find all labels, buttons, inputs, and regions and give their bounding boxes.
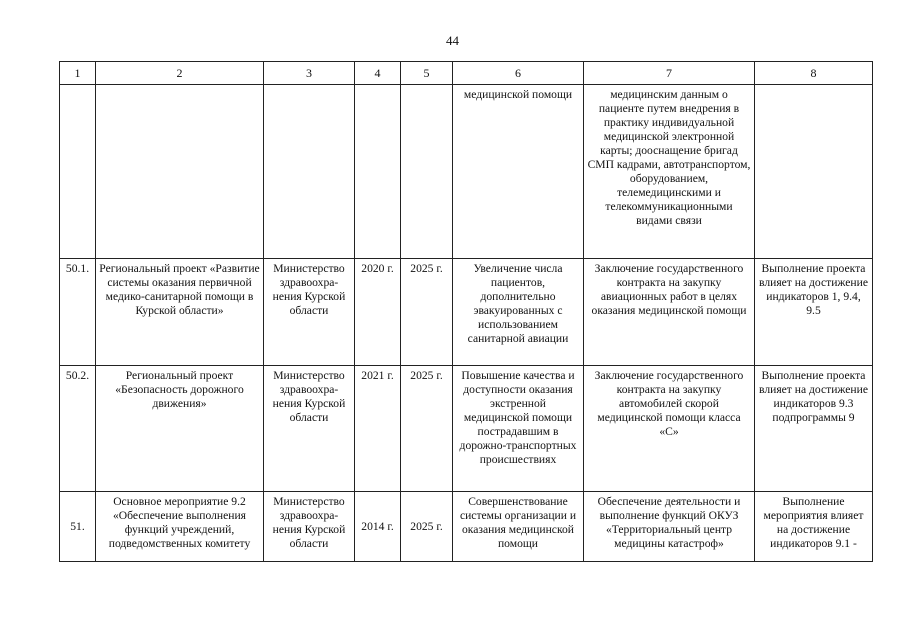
executor: Министерство здравоохра-нения Курской области bbox=[264, 259, 355, 366]
project-name: Региональный проект «Безопасность дорожного движения» bbox=[96, 366, 264, 492]
indicator-link: Выполнение проекта влияет на достижение индикаторов 9.3 подпрограммы 9 bbox=[755, 366, 873, 492]
end-year: 2025 г. bbox=[401, 492, 453, 562]
indicator-link: Выполнение проекта влияет на достижение индикаторов 1, 9.4, 9.5 bbox=[755, 259, 873, 366]
header-cell: 7 bbox=[584, 62, 755, 85]
table-row-continuation bbox=[60, 85, 873, 259]
row-number: 50.2. bbox=[60, 366, 96, 492]
result-cell: медицинской помощи bbox=[453, 85, 584, 259]
header-cell: 4 bbox=[355, 62, 401, 85]
table-cell bbox=[60, 85, 96, 259]
program-table bbox=[59, 61, 873, 562]
start-year: 2014 г. bbox=[355, 492, 401, 562]
start-year: 2020 г. bbox=[355, 259, 401, 366]
executor: Министерство здравоохра-нения Курской области bbox=[264, 492, 355, 562]
project-name: Региональный проект «Развитие системы оказания первичной медико-санитарной помощи в Курской области» bbox=[96, 259, 264, 366]
main-content: Заключение государственного контракта на закупку авиационных работ в целях оказания медицинской помощи bbox=[584, 259, 755, 366]
row-number: 51. bbox=[60, 492, 96, 562]
header-cell: 3 bbox=[264, 62, 355, 85]
table-row bbox=[60, 366, 873, 492]
main-content: Обеспечение деятельности и выполнение функций ОКУЗ «Территориальный центр медицины катастроф» bbox=[584, 492, 755, 562]
table-cell bbox=[96, 85, 264, 259]
header-cell: 2 bbox=[96, 62, 264, 85]
table-cell bbox=[401, 85, 453, 259]
table-row bbox=[60, 492, 873, 562]
page-number: 44 bbox=[446, 33, 459, 48]
expected-result: Совершенствование системы организации и оказания медицинской помощи bbox=[453, 492, 584, 562]
end-year: 2025 г. bbox=[401, 366, 453, 492]
table-header-row bbox=[60, 62, 873, 85]
table-row bbox=[60, 259, 873, 366]
content-cell: медицинским данным о пациенте путем внедрения в практику индивидуальной медицинской электронной карты; дооснащение бригад СМП кадрами, автотранспортом, оборудованием, телемедицинскими и телекоммуникационными видами связи bbox=[584, 85, 755, 259]
start-year: 2021 г. bbox=[355, 366, 401, 492]
expected-result: Увеличение числа пациентов, дополнительно эвакуированных с использованием санитарной авиации bbox=[453, 259, 584, 366]
header-cell: 5 bbox=[401, 62, 453, 85]
table-cell bbox=[355, 85, 401, 259]
header-cell: 6 bbox=[453, 62, 584, 85]
main-content: Заключение государственного контракта на закупку автомобилей скорой медицинской помощи класса «С» bbox=[584, 366, 755, 492]
row-number: 50.1. bbox=[60, 259, 96, 366]
expected-result: Повышение качества и доступности оказания экстренной медицинской помощи пострадавшим в дорожно-транспортных происшествиях bbox=[453, 366, 584, 492]
header-cell: 8 bbox=[755, 62, 873, 85]
project-name: Основное мероприятие 9.2 «Обеспечение выполнения функций учреждений, подведомственных комитету bbox=[96, 492, 264, 562]
table-cell bbox=[755, 85, 873, 259]
table-cell bbox=[264, 85, 355, 259]
header-cell: 1 bbox=[60, 62, 96, 85]
end-year: 2025 г. bbox=[401, 259, 453, 366]
executor: Министерство здравоохра-нения Курской области bbox=[264, 366, 355, 492]
indicator-link: Выполнение мероприятия влияет на достижение индикаторов 9.1 - bbox=[755, 492, 873, 562]
